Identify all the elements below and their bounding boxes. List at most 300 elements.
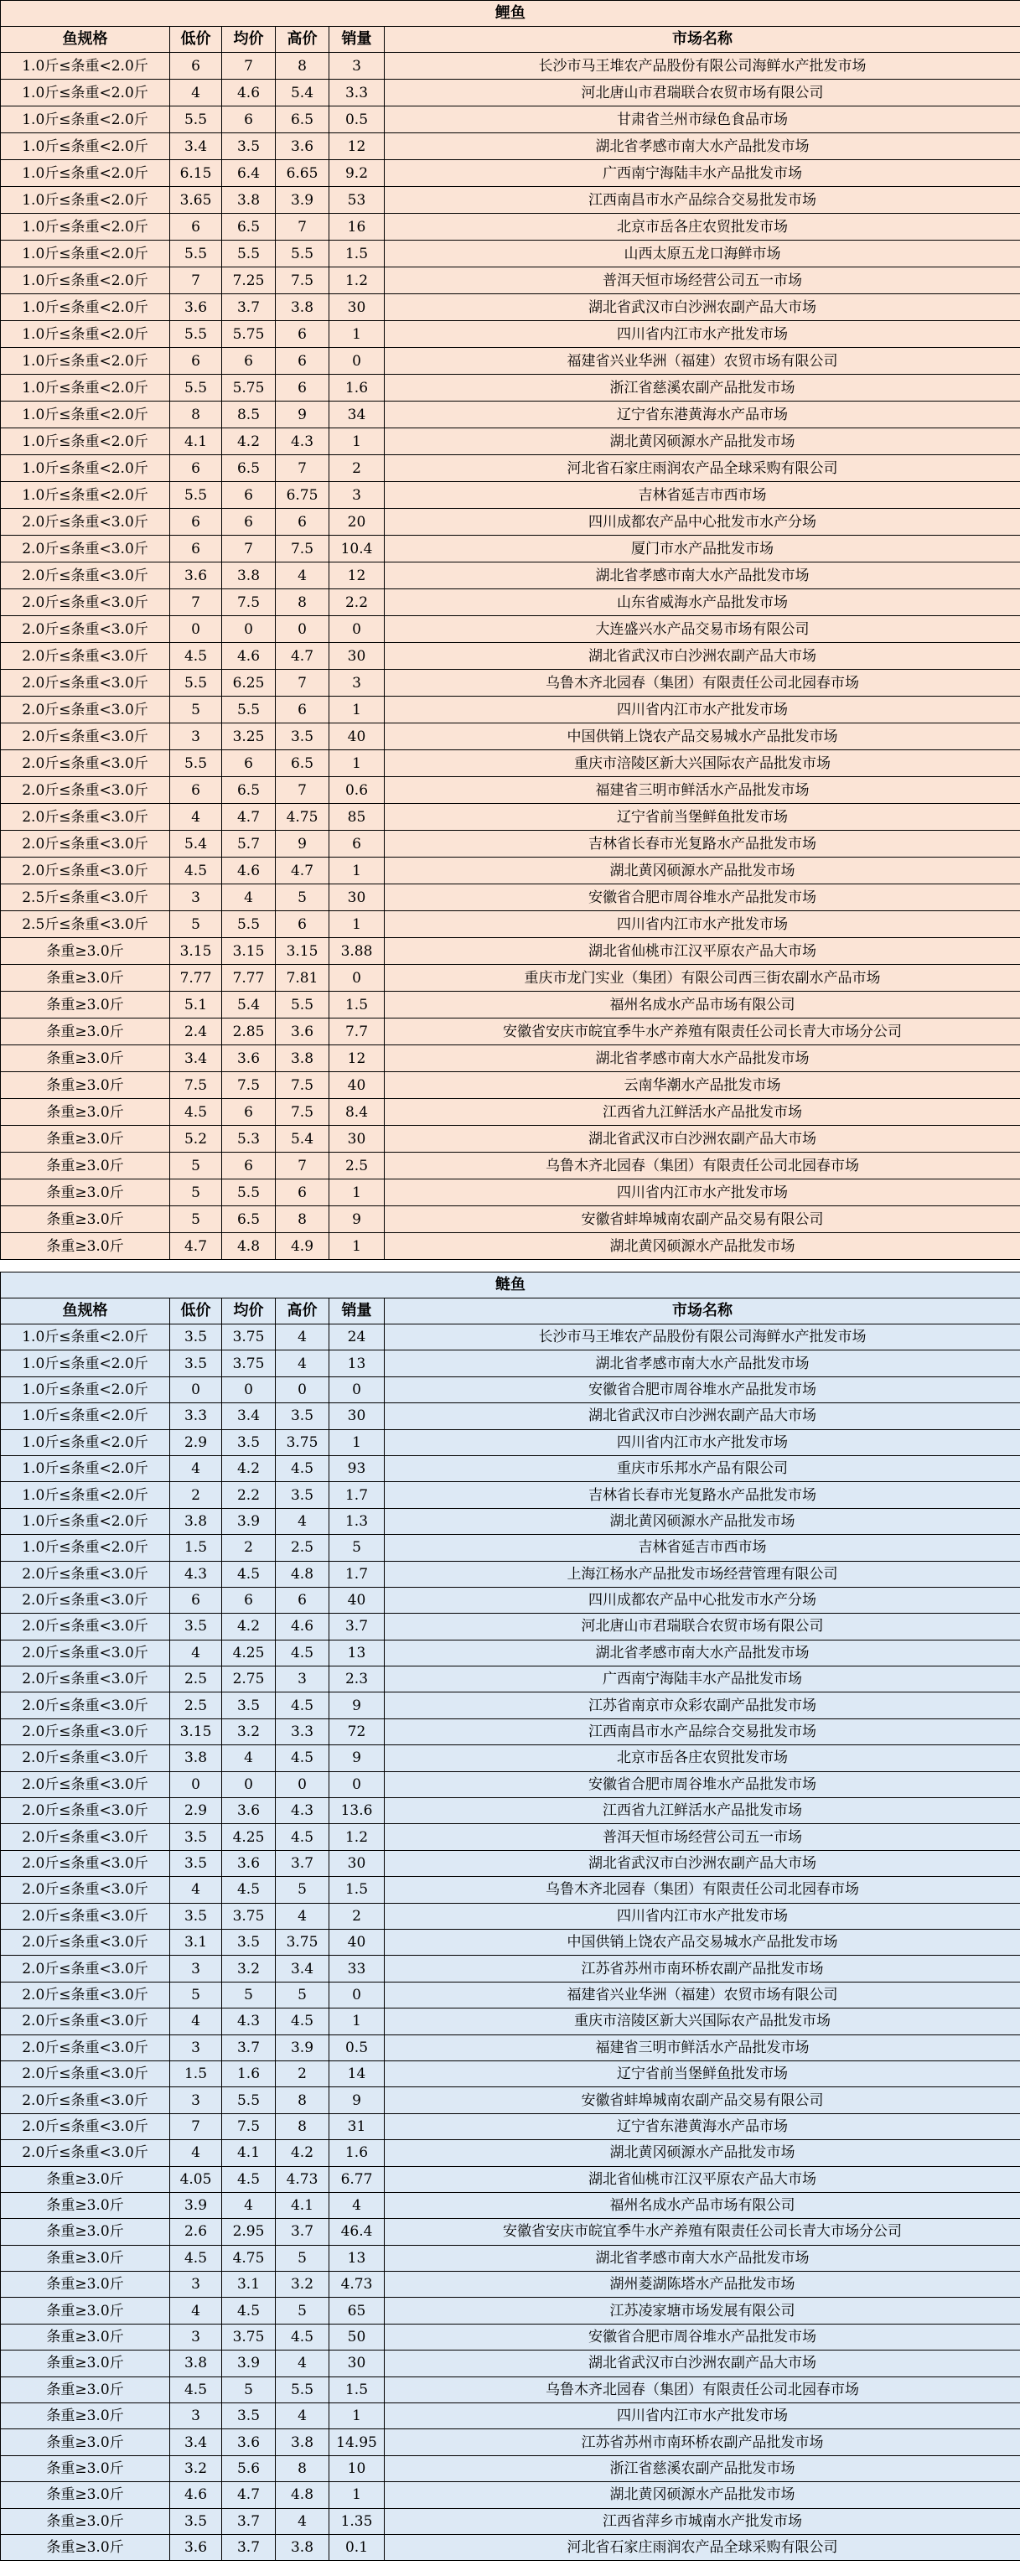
- avg-price-cell: 7.5: [222, 589, 276, 616]
- avg-price-cell: 0: [222, 1771, 276, 1797]
- spec-cell: 1.0斤≤条重<2.0斤: [1, 187, 170, 214]
- high-price-cell: 7.5: [276, 1099, 329, 1126]
- high-price-cell: 9: [276, 831, 329, 858]
- high-price-cell: 4.7: [276, 643, 329, 670]
- spec-cell: 2.0斤≤条重<3.0斤: [1, 750, 170, 777]
- avg-price-cell: 3.5: [222, 1429, 276, 1455]
- volume-cell: 1.2: [329, 1824, 385, 1850]
- avg-price-cell: 7.77: [222, 965, 276, 992]
- volume-cell: 3: [329, 482, 385, 509]
- spec-cell: 2.0斤≤条重<3.0斤: [1, 1640, 170, 1666]
- volume-cell: 9: [329, 1206, 385, 1233]
- low-price-cell: 0: [170, 616, 222, 643]
- spec-cell: 2.0斤≤条重<3.0斤: [1, 2008, 170, 2034]
- spec-cell: 条重≥3.0斤: [1, 1126, 170, 1153]
- avg-price-cell: 6: [222, 750, 276, 777]
- market-name-cell: 江苏省南京市众彩农副产品批发市场: [385, 1692, 1020, 1718]
- low-price-cell: 3.6: [170, 2534, 222, 2560]
- avg-price-cell: 3.4: [222, 1403, 276, 1429]
- market-name-cell: 山东省威海水产品批发市场: [385, 589, 1020, 616]
- high-price-cell: 3.75: [276, 1929, 329, 1955]
- volume-cell: 1.5: [329, 1877, 385, 1903]
- volume-cell: 1.5: [329, 992, 385, 1018]
- high-price-cell: 4.5: [276, 1692, 329, 1718]
- market-name-cell: 湖北黄冈硕源水产品批发市场: [385, 1233, 1020, 1260]
- market-name-cell: 湖北省孝感市南大水产品批发市场: [385, 1350, 1020, 1376]
- header-volume: 销量: [329, 27, 385, 53]
- market-name-cell: 厦门市水产品批发市场: [385, 536, 1020, 562]
- spec-cell: 1.0斤≤条重<2.0斤: [1, 214, 170, 241]
- high-price-cell: 0: [276, 616, 329, 643]
- high-price-cell: 3.7: [276, 1850, 329, 1876]
- spec-cell: 1.0斤≤条重<2.0斤: [1, 375, 170, 402]
- low-price-cell: 2.5: [170, 1666, 222, 1692]
- market-name-cell: 湖北省孝感市南大水产品批发市场: [385, 562, 1020, 589]
- table-row: [1, 133, 1020, 160]
- low-price-cell: 1.5: [170, 1535, 222, 1561]
- market-name-cell: 四川成都农产品中心批发市水产分场: [385, 1587, 1020, 1613]
- table-row: [1, 643, 1020, 670]
- market-name-cell: 乌鲁木齐北园春（集团）有限责任公司北园春市场: [385, 1153, 1020, 1179]
- market-name-cell: 湖北省武汉市白沙洲农副产品大市场: [385, 1850, 1020, 1876]
- table-row: [1, 1587, 1020, 1613]
- volume-cell: 8.4: [329, 1099, 385, 1126]
- market-name-cell: 安徽省安庆市皖宜季牛水产养殖有限责任公司长青大市场分公司: [385, 1018, 1020, 1045]
- market-name-cell: 江西南昌市水产品综合交易批发市场: [385, 187, 1020, 214]
- avg-price-cell: 3.5: [222, 1692, 276, 1718]
- volume-cell: 16: [329, 214, 385, 241]
- avg-price-cell: 4.5: [222, 1561, 276, 1587]
- avg-price-cell: 4.5: [222, 1877, 276, 1903]
- spec-cell: 2.0斤≤条重<3.0斤: [1, 2087, 170, 2113]
- table-row: [1, 2534, 1020, 2560]
- low-price-cell: 5: [170, 1179, 222, 1206]
- low-price-cell: 5: [170, 911, 222, 938]
- high-price-cell: 3.8: [276, 294, 329, 321]
- table-row: [1, 348, 1020, 375]
- market-name-cell: 长沙市马王堆农产品股份有限公司海鲜水产批发市场: [385, 1324, 1020, 1350]
- volume-cell: 0.5: [329, 106, 385, 133]
- low-price-cell: 2.9: [170, 1798, 222, 1824]
- low-price-cell: 2.6: [170, 2219, 222, 2245]
- table-row: [1, 241, 1020, 267]
- high-price-cell: 6: [276, 911, 329, 938]
- market-name-cell: 湖北省孝感市南大水产品批发市场: [385, 133, 1020, 160]
- avg-price-cell: 4.25: [222, 1824, 276, 1850]
- high-price-cell: 2: [276, 2060, 329, 2086]
- high-price-cell: 5: [276, 884, 329, 911]
- spec-cell: 2.0斤≤条重<3.0斤: [1, 509, 170, 536]
- low-price-cell: 5: [170, 697, 222, 723]
- high-price-cell: 3.8: [276, 2534, 329, 2560]
- market-name-cell: 河北唐山市君瑞联合农贸市场有限公司: [385, 1614, 1020, 1640]
- avg-price-cell: 5.6: [222, 2455, 276, 2481]
- avg-price-cell: 3.2: [222, 1718, 276, 1744]
- low-price-cell: 7: [170, 2113, 222, 2139]
- table-row: [1, 2140, 1020, 2166]
- spec-cell: 2.5斤≤条重<3.0斤: [1, 884, 170, 911]
- volume-cell: 1.6: [329, 2140, 385, 2166]
- spec-cell: 2.0斤≤条重<3.0斤: [1, 1956, 170, 1982]
- low-price-cell: 5.5: [170, 670, 222, 697]
- table-row: [1, 294, 1020, 321]
- market-name-cell: 乌鲁木齐北园春（集团）有限责任公司北园春市场: [385, 2376, 1020, 2402]
- avg-price-cell: 5: [222, 2376, 276, 2402]
- volume-cell: 30: [329, 1126, 385, 1153]
- volume-cell: 1.2: [329, 267, 385, 294]
- low-price-cell: 4.6: [170, 2482, 222, 2508]
- low-price-cell: 0: [170, 1771, 222, 1797]
- high-price-cell: 5: [276, 2298, 329, 2324]
- high-price-cell: 9: [276, 402, 329, 428]
- market-name-cell: 吉林省长春市光复路水产品批发市场: [385, 831, 1020, 858]
- volume-cell: 5: [329, 1535, 385, 1561]
- section-separator: [0, 1260, 1020, 1272]
- spec-cell: 1.0斤≤条重<2.0斤: [1, 1324, 170, 1350]
- avg-price-cell: 4.6: [222, 858, 276, 884]
- market-name-cell: 四川省内江市水产批发市场: [385, 321, 1020, 348]
- table-row: [1, 1561, 1020, 1587]
- market-name-cell: 江西南昌市水产品综合交易批发市场: [385, 1718, 1020, 1744]
- volume-cell: 12: [329, 133, 385, 160]
- low-price-cell: 7.77: [170, 965, 222, 992]
- spec-cell: 2.0斤≤条重<3.0斤: [1, 723, 170, 750]
- market-name-cell: 河北省石家庄雨润农产品全球采购有限公司: [385, 455, 1020, 482]
- market-name-cell: 河北唐山市君瑞联合农贸市场有限公司: [385, 80, 1020, 106]
- spec-cell: 条重≥3.0斤: [1, 2272, 170, 2298]
- low-price-cell: 3: [170, 2403, 222, 2429]
- spec-cell: 1.0斤≤条重<2.0斤: [1, 133, 170, 160]
- low-price-cell: 3: [170, 1956, 222, 1982]
- high-price-cell: 3.5: [276, 1482, 329, 1508]
- table-row: [1, 455, 1020, 482]
- market-name-cell: 四川省内江市水产批发市场: [385, 1429, 1020, 1455]
- low-price-cell: 4.5: [170, 2376, 222, 2402]
- volume-cell: 3.3: [329, 80, 385, 106]
- market-name-cell: 福建省兴业华洲（福建）农贸市场有限公司: [385, 348, 1020, 375]
- avg-price-cell: 4.3: [222, 2008, 276, 2034]
- low-price-cell: 4.3: [170, 1561, 222, 1587]
- header-market-name: 市场名称: [385, 1298, 1020, 1324]
- market-name-cell: 安徽省合肥市周谷堆水产品批发市场: [385, 2324, 1020, 2350]
- low-price-cell: 2.9: [170, 1429, 222, 1455]
- table-row: [1, 1206, 1020, 1233]
- low-price-cell: 4: [170, 1877, 222, 1903]
- market-name-cell: 江西省九江鲜活水产品批发市场: [385, 1798, 1020, 1824]
- low-price-cell: 6.15: [170, 160, 222, 187]
- volume-cell: 0.5: [329, 2034, 385, 2060]
- market-name-cell: 湖北省武汉市白沙洲农副产品大市场: [385, 1403, 1020, 1429]
- spec-cell: 1.0斤≤条重<2.0斤: [1, 1403, 170, 1429]
- avg-price-cell: 5.75: [222, 375, 276, 402]
- avg-price-cell: 3.6: [222, 2429, 276, 2455]
- low-price-cell: 3: [170, 2324, 222, 2350]
- market-name-cell: 湖州菱湖陈塔水产品批发市场: [385, 2272, 1020, 2298]
- low-price-cell: 3.8: [170, 1745, 222, 1771]
- avg-price-cell: 6: [222, 106, 276, 133]
- high-price-cell: 4: [276, 1903, 329, 1929]
- volume-cell: 30: [329, 1403, 385, 1429]
- low-price-cell: 7: [170, 589, 222, 616]
- avg-price-cell: 6: [222, 509, 276, 536]
- volume-cell: 31: [329, 2113, 385, 2139]
- avg-price-cell: 5.7: [222, 831, 276, 858]
- spec-cell: 2.0斤≤条重<3.0斤: [1, 858, 170, 884]
- header-spec: 鱼规格: [1, 27, 170, 53]
- market-name-cell: 辽宁省前当堡鲜鱼批发市场: [385, 2060, 1020, 2086]
- avg-price-cell: 5: [222, 1982, 276, 2008]
- spec-cell: 条重≥3.0斤: [1, 1206, 170, 1233]
- table-row: [1, 1508, 1020, 1534]
- header-row: [1, 1298, 1020, 1324]
- market-name-cell: 江苏凌家塘市场发展有限公司: [385, 2298, 1020, 2324]
- table-row: [1, 1929, 1020, 1955]
- avg-price-cell: 5.5: [222, 911, 276, 938]
- spec-cell: 1.0斤≤条重<2.0斤: [1, 1376, 170, 1402]
- market-name-cell: 乌鲁木齐北园春（集团）有限责任公司北园春市场: [385, 1877, 1020, 1903]
- high-price-cell: 3.6: [276, 1018, 329, 1045]
- volume-cell: 24: [329, 1324, 385, 1350]
- table-row: [1, 2245, 1020, 2271]
- market-name-cell: 湖北省孝感市南大水产品批发市场: [385, 2245, 1020, 2271]
- avg-price-cell: 6: [222, 1153, 276, 1179]
- market-name-cell: 江苏省苏州市南环桥农副产品批发市场: [385, 1956, 1020, 1982]
- volume-cell: 2: [329, 1903, 385, 1929]
- high-price-cell: 7: [276, 670, 329, 697]
- table-row: [1, 1745, 1020, 1771]
- high-price-cell: 6: [276, 348, 329, 375]
- low-price-cell: 3.5: [170, 1824, 222, 1850]
- volume-cell: 14: [329, 2060, 385, 2086]
- low-price-cell: 3: [170, 2034, 222, 2060]
- spec-cell: 条重≥3.0斤: [1, 2455, 170, 2481]
- spec-cell: 2.0斤≤条重<3.0斤: [1, 1824, 170, 1850]
- high-price-cell: 4.3: [276, 1798, 329, 1824]
- high-price-cell: 4.5: [276, 1824, 329, 1850]
- high-price-cell: 6: [276, 509, 329, 536]
- spec-cell: 2.0斤≤条重<3.0斤: [1, 1929, 170, 1955]
- spec-cell: 2.0斤≤条重<3.0斤: [1, 1982, 170, 2008]
- table-row: [1, 267, 1020, 294]
- low-price-cell: 3.9: [170, 2192, 222, 2218]
- section-title-row: [1, 1272, 1020, 1298]
- market-name-cell: 甘肃省兰州市绿色食品市场: [385, 106, 1020, 133]
- spec-cell: 条重≥3.0斤: [1, 1099, 170, 1126]
- spec-cell: 1.0斤≤条重<2.0斤: [1, 1455, 170, 1481]
- high-price-cell: 3.4: [276, 1956, 329, 1982]
- high-price-cell: 8: [276, 1206, 329, 1233]
- volume-cell: 1.5: [329, 241, 385, 267]
- spec-cell: 1.0斤≤条重<2.0斤: [1, 428, 170, 455]
- section-title-row: [1, 1, 1020, 27]
- high-price-cell: 3.8: [276, 2429, 329, 2455]
- table-row: [1, 482, 1020, 509]
- low-price-cell: 5.2: [170, 1126, 222, 1153]
- low-price-cell: 3.1: [170, 1929, 222, 1955]
- high-price-cell: 4.7: [276, 858, 329, 884]
- avg-price-cell: 6.5: [222, 214, 276, 241]
- market-name-cell: 四川省内江市水产批发市场: [385, 911, 1020, 938]
- header-low-price: 低价: [170, 1298, 222, 1324]
- spec-cell: 条重≥3.0斤: [1, 2298, 170, 2324]
- table-row: [1, 777, 1020, 804]
- high-price-cell: 6: [276, 1179, 329, 1206]
- high-price-cell: 3.9: [276, 2034, 329, 2060]
- high-price-cell: 3.8: [276, 1045, 329, 1072]
- spec-cell: 2.0斤≤条重<3.0斤: [1, 1745, 170, 1771]
- high-price-cell: 5.4: [276, 1126, 329, 1153]
- header-market-name: 市场名称: [385, 27, 1020, 53]
- avg-price-cell: 3.1: [222, 2272, 276, 2298]
- spec-cell: 2.0斤≤条重<3.0斤: [1, 1771, 170, 1797]
- table-row: [1, 1850, 1020, 1876]
- spec-cell: 条重≥3.0斤: [1, 938, 170, 965]
- spec-cell: 2.0斤≤条重<3.0斤: [1, 831, 170, 858]
- market-name-cell: 重庆市乐邦水产品有限公司: [385, 1455, 1020, 1481]
- avg-price-cell: 3.9: [222, 2351, 276, 2376]
- high-price-cell: 7.5: [276, 536, 329, 562]
- avg-price-cell: 3.7: [222, 2508, 276, 2534]
- table-row: [1, 509, 1020, 536]
- table-row: [1, 428, 1020, 455]
- market-name-cell: 中国供销上饶农产品交易城水产品批发市场: [385, 1929, 1020, 1955]
- avg-price-cell: 7.25: [222, 267, 276, 294]
- high-price-cell: 3.15: [276, 938, 329, 965]
- volume-cell: 1.3: [329, 1508, 385, 1534]
- spec-cell: 条重≥3.0斤: [1, 965, 170, 992]
- market-name-cell: 安徽省安庆市皖宜季牛水产养殖有限责任公司长青大市场分公司: [385, 2219, 1020, 2245]
- low-price-cell: 4: [170, 2140, 222, 2166]
- table-row: [1, 589, 1020, 616]
- market-name-cell: 江西省萍乡市城南水产批发市场: [385, 2508, 1020, 2534]
- spec-cell: 2.0斤≤条重<3.0斤: [1, 643, 170, 670]
- low-price-cell: 5.5: [170, 750, 222, 777]
- volume-cell: 1: [329, 1233, 385, 1260]
- high-price-cell: 6.75: [276, 482, 329, 509]
- avg-price-cell: 2: [222, 1535, 276, 1561]
- avg-price-cell: 6.4: [222, 160, 276, 187]
- spec-cell: 1.0斤≤条重<2.0斤: [1, 53, 170, 80]
- market-name-cell: 云南华潮水产品批发市场: [385, 1072, 1020, 1099]
- carp-table-body: [1, 1, 1020, 1260]
- volume-cell: 10.4: [329, 536, 385, 562]
- low-price-cell: 3.6: [170, 294, 222, 321]
- spec-cell: 2.0斤≤条重<3.0斤: [1, 1692, 170, 1718]
- table-row: [1, 1376, 1020, 1402]
- volume-cell: 50: [329, 2324, 385, 2350]
- high-price-cell: 6: [276, 1587, 329, 1613]
- avg-price-cell: 4.6: [222, 80, 276, 106]
- high-price-cell: 8: [276, 2087, 329, 2113]
- volume-cell: 2.5: [329, 1153, 385, 1179]
- market-name-cell: 湖北省武汉市白沙洲农副产品大市场: [385, 294, 1020, 321]
- table-row: [1, 2298, 1020, 2324]
- low-price-cell: 3.15: [170, 938, 222, 965]
- volume-cell: 34: [329, 402, 385, 428]
- high-price-cell: 8: [276, 2455, 329, 2481]
- avg-price-cell: 3.9: [222, 1508, 276, 1534]
- silver-carp-price-table: [0, 1272, 1020, 2561]
- header-avg-price: 均价: [222, 1298, 276, 1324]
- avg-price-cell: 3.7: [222, 294, 276, 321]
- table-row: [1, 858, 1020, 884]
- high-price-cell: 5.5: [276, 992, 329, 1018]
- volume-cell: 30: [329, 1850, 385, 1876]
- table-row: [1, 697, 1020, 723]
- low-price-cell: 4.1: [170, 428, 222, 455]
- high-price-cell: 4.3: [276, 428, 329, 455]
- low-price-cell: 4: [170, 1455, 222, 1481]
- spec-cell: 条重≥3.0斤: [1, 2245, 170, 2271]
- avg-price-cell: 5.5: [222, 697, 276, 723]
- high-price-cell: 7: [276, 777, 329, 804]
- avg-price-cell: 6.5: [222, 455, 276, 482]
- volume-cell: 53: [329, 187, 385, 214]
- table-row: [1, 1429, 1020, 1455]
- market-name-cell: 山西太原五龙口海鲜市场: [385, 241, 1020, 267]
- avg-price-cell: 8.5: [222, 402, 276, 428]
- volume-cell: 0: [329, 965, 385, 992]
- market-name-cell: 安徽省蚌埠城南农副产品交易有限公司: [385, 1206, 1020, 1233]
- spec-cell: 1.0斤≤条重<2.0斤: [1, 1508, 170, 1534]
- high-price-cell: 3.2: [276, 2272, 329, 2298]
- market-name-cell: 安徽省蚌埠城南农副产品交易有限公司: [385, 2087, 1020, 2113]
- table-row: [1, 53, 1020, 80]
- market-name-cell: 湖北黄冈硕源水产品批发市场: [385, 2140, 1020, 2166]
- table-row: [1, 1126, 1020, 1153]
- table-row: [1, 1324, 1020, 1350]
- market-name-cell: 湖北省孝感市南大水产品批发市场: [385, 1045, 1020, 1072]
- volume-cell: 40: [329, 1587, 385, 1613]
- high-price-cell: 5.5: [276, 2376, 329, 2402]
- header-high-price: 高价: [276, 27, 329, 53]
- spec-cell: 条重≥3.0斤: [1, 2166, 170, 2192]
- spec-cell: 1.0斤≤条重<2.0斤: [1, 294, 170, 321]
- spec-cell: 条重≥3.0斤: [1, 2376, 170, 2402]
- spec-cell: 条重≥3.0斤: [1, 1153, 170, 1179]
- high-price-cell: 4.5: [276, 1640, 329, 1666]
- table-row: [1, 992, 1020, 1018]
- volume-cell: 0: [329, 1982, 385, 2008]
- low-price-cell: 6: [170, 53, 222, 80]
- spec-cell: 1.0斤≤条重<2.0斤: [1, 1482, 170, 1508]
- spec-cell: 2.0斤≤条重<3.0斤: [1, 1877, 170, 1903]
- avg-price-cell: 3.25: [222, 723, 276, 750]
- spec-cell: 1.0斤≤条重<2.0斤: [1, 1429, 170, 1455]
- low-price-cell: 5.5: [170, 106, 222, 133]
- low-price-cell: 6: [170, 777, 222, 804]
- table-row: [1, 1535, 1020, 1561]
- avg-price-cell: 4.2: [222, 428, 276, 455]
- spec-cell: 1.0斤≤条重<2.0斤: [1, 482, 170, 509]
- spec-cell: 1.0斤≤条重<2.0斤: [1, 106, 170, 133]
- volume-cell: 30: [329, 643, 385, 670]
- spec-cell: 1.0斤≤条重<2.0斤: [1, 160, 170, 187]
- header-avg-price: 均价: [222, 27, 276, 53]
- low-price-cell: 2.4: [170, 1018, 222, 1045]
- low-price-cell: 2.5: [170, 1692, 222, 1718]
- market-name-cell: 四川成都农产品中心批发市水产分场: [385, 509, 1020, 536]
- spec-cell: 条重≥3.0斤: [1, 992, 170, 1018]
- high-price-cell: 7.5: [276, 267, 329, 294]
- high-price-cell: 8: [276, 53, 329, 80]
- header-volume: 销量: [329, 1298, 385, 1324]
- avg-price-cell: 0: [222, 1376, 276, 1402]
- low-price-cell: 3.65: [170, 187, 222, 214]
- table-row: [1, 402, 1020, 428]
- low-price-cell: 4.5: [170, 1099, 222, 1126]
- high-price-cell: 4: [276, 1324, 329, 1350]
